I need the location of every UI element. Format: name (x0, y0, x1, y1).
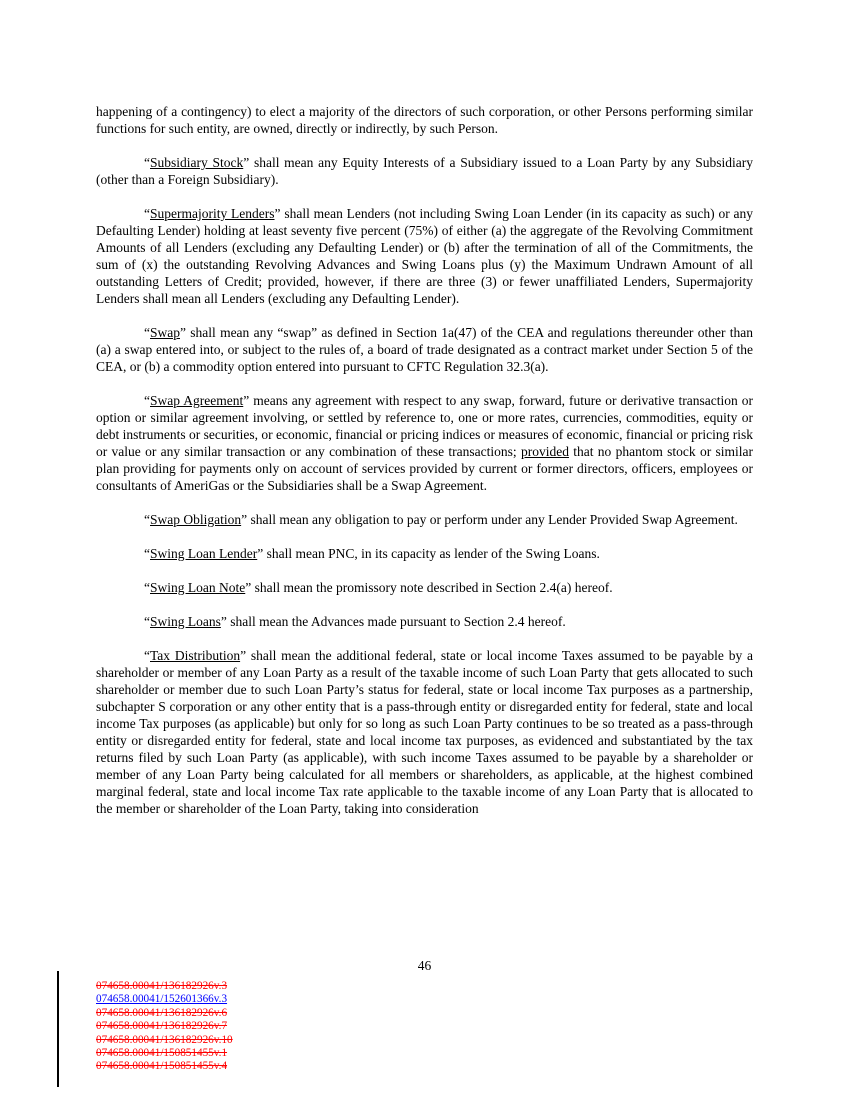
paragraph-text: “ (144, 648, 150, 663)
paragraph-text: “ (144, 546, 150, 561)
paragraph (96, 545, 753, 562)
paragraph-text: “ (144, 206, 150, 221)
doc-id-line-deleted: 074658.00041/136182926v.3 (96, 980, 228, 992)
paragraph-text: “ (144, 512, 150, 527)
paragraph-text: “ (144, 325, 150, 340)
paragraph (96, 392, 753, 494)
paragraph-text: “ (144, 155, 150, 170)
doc-id-line-inserted: 074658.00041/152601366v.3 (96, 993, 228, 1006)
page-number: 46 (417, 958, 432, 973)
defined-term: Swing Loan Note (150, 580, 246, 595)
defined-term: Swing Loan Lender (150, 546, 258, 561)
doc-id-line-deleted: 074658.00041/136182926v.7 (96, 1020, 228, 1033)
paragraph-text: ” shall mean any “swap” as defined in Section 1a(47) of the CEA and regulations thereunder other than (a) a swap entered into, or subject to the rules of, a board of trade designated as a contract market under Section 5 of the CEA, or (b) a commodity option entered into pursuant to CFTC Regulation 32.3(a). (96, 325, 753, 374)
defined-term: provided (520, 444, 569, 459)
paragraph (96, 205, 753, 307)
paragraph-text: “ (144, 580, 150, 595)
paragraph-text: ” shall mean any obligation to pay or perform under any Lender Provided Swap Agreement. (241, 512, 738, 527)
footer-doc-ids (96, 980, 233, 1074)
document-body (96, 103, 753, 817)
paragraph-text: “ (144, 614, 150, 629)
paragraph (96, 511, 753, 528)
paragraph-text: ” shall mean any Equity Interests of a Subsidiary issued to a Loan Party by any Subsidiary (other than a Foreign Subsidiary). (96, 155, 753, 187)
paragraph-text: happening of a contingency) to elect a majority of the directors of such corporation, or other Persons performing similar functions for such entity, are owned, directly or indirectly, by such Person. (96, 104, 753, 136)
paragraph-text: that no phantom stock or similar plan providing for payments only on account of services provided by current or former directors, officers, employees or consultants of AmeriGas or the Subsidiaries shall be a Swap Agreement. (96, 444, 753, 493)
paragraph-text: “ (144, 393, 150, 408)
paragraph-text: ” shall mean the promissory note described in Section 2.4(a) hereof. (245, 580, 613, 595)
defined-term: Supermajority Lenders (150, 206, 275, 221)
defined-term: Swap Obligation (150, 512, 242, 527)
paragraph (96, 324, 753, 375)
paragraph (96, 613, 753, 630)
paragraph-text: ” shall mean the Advances made pursuant to Section 2.4 hereof. (220, 614, 566, 629)
paragraph (96, 154, 753, 188)
defined-term: Tax Distribution (150, 648, 241, 663)
doc-id-line-deleted: 074658.00041/150851455v.1 (96, 1047, 228, 1060)
paragraph (96, 103, 753, 137)
paragraph-text: ” means any agreement with respect to any swap, forward, future or derivative transaction or option or similar agreement involving, or settled by reference to, one or more rates, currencies, commodities, equity or debt instruments or securities, or economic, financial or pricing indices or measures of economic, financial or pricing risk or value or any similar transaction or any combination of these transactions; (96, 393, 753, 459)
defined-term: Swap (150, 325, 180, 340)
paragraph-text: ” shall mean Lenders (not including Swing Loan Lender (in its capacity as such) or any Defaulting Lender) holding at least seventy five percent (75%) of either (a) the aggregate of the Revolving Commitment Amounts of all Lenders (excluding any Defaulting Lender) or (b) after the termination of all of the Commitments, the sum of (x) the outstanding Revolving Advances and Swing Loans plus (y) the Maximum Undrawn Amount of all outstanding Letters of Credit; provided, however, if there are three (3) or fewer unaffiliated Lenders, Supermajority Lenders shall mean all Lenders (excluding any Defaulting Lender). (96, 206, 753, 306)
paragraph (96, 647, 753, 817)
defined-term: Subsidiary Stock (150, 155, 244, 170)
defined-term: Swap Agreement (150, 393, 244, 408)
paragraph-text: ” shall mean PNC, in its capacity as lender of the Swing Loans. (257, 546, 600, 561)
defined-term: Swing Loans (150, 614, 221, 629)
revision-change-bar (57, 971, 59, 1087)
paragraph-text: ” shall mean the additional federal, state or local income Taxes assumed to be payable by a shareholder or member of any Loan Party as a result of the taxable income of such Loan Party that gets allocated to such shareholder or member due to such Loan Party’s status for federal, state or local income Tax purposes as a partnership, subchapter S corporation or any other entity that is a pass-through entity or disregarded entity for federal, state and local income Tax purposes (as applicable) but only for so long as such Loan Party continues to be so treated as a pass-through entity or disregarded entity for federal, state and local income tax purposes, as evidenced and substantiated by the tax returns filed by such Loan Party (as applicable), with such income Taxes assumed to be payable by a shareholder or member of any Loan Party being calculated for all members or shareholders, as applicable, at the highest combined marginal federal, state and local income Tax rate applicable to the taxable income of any Loan Party that is allocated to the member or shareholder of the Loan Party, taking into consideration (96, 648, 753, 816)
doc-id-line-deleted: 074658.00041/136182926v.6 (96, 1006, 228, 1019)
paragraph (96, 579, 753, 596)
doc-id-line-deleted: 074658.00041/150851455v.4 (96, 1060, 228, 1073)
doc-id-line-deleted: 074658.00041/136182926v.10 (96, 1033, 233, 1046)
